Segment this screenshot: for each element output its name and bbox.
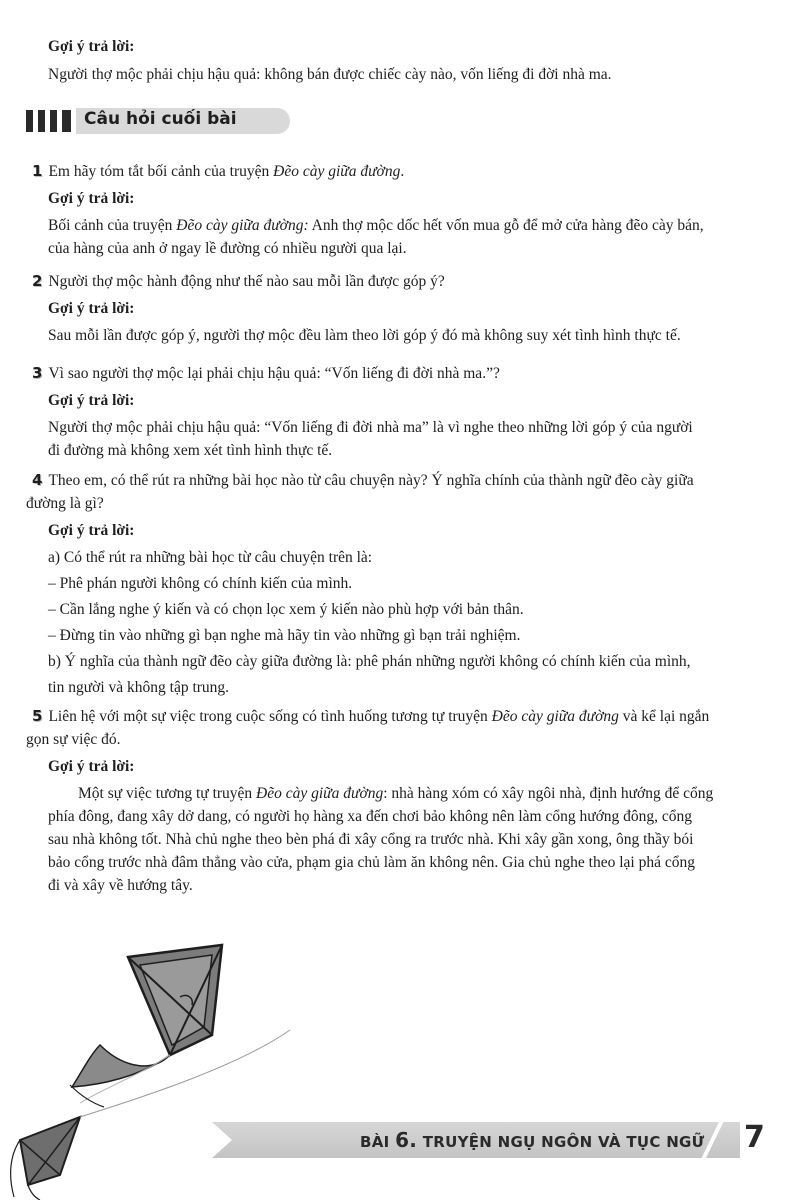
question-line xyxy=(26,492,104,515)
question-text: . xyxy=(400,163,405,180)
answer-line xyxy=(48,324,681,347)
answer-line xyxy=(48,546,372,569)
answer-line xyxy=(48,650,691,673)
question-number: 3 xyxy=(32,364,43,382)
question-text: và kể lại ngắn xyxy=(618,708,710,725)
answer-line xyxy=(48,624,520,647)
answer-text: Một sự việc tương tự truyện xyxy=(78,785,257,802)
kite-illustration xyxy=(0,935,300,1200)
question-text: Em hãy tóm tắt bối cảnh của truyện xyxy=(48,163,274,180)
answer-text: sau nhà không tốt. Nhà chủ nghe theo bèn phá đi xây cổng ra trước nhà. Khi xây gần xong, ông thầy bói xyxy=(48,831,694,848)
hint-label: Gợi ý trả lời: xyxy=(48,38,135,55)
roman-bar xyxy=(62,110,71,132)
story-title: Đẽo cày giữa đường xyxy=(256,785,384,802)
answer-text: : nhà hàng xóm có xây ngôi nhà, định hướng để cổng xyxy=(383,785,714,802)
answer-text: – Cần lắng nghe ý kiến và có chọn lọc xem ý kiến nào phù hợp với bản thân. xyxy=(48,601,524,618)
section-header xyxy=(26,106,266,136)
answer-line xyxy=(48,828,694,851)
large-kite xyxy=(70,945,222,1107)
hint-label: Gợi ý trả lời: xyxy=(48,392,135,409)
hint-label: Gợi ý trả lời: xyxy=(48,758,135,775)
answer-text: của hàng của anh ở ngay lề đường có nhiều người qua lại. xyxy=(48,240,407,257)
answer-line xyxy=(48,439,332,462)
roman-bar xyxy=(26,110,33,132)
question-text: Theo em, có thể rút ra những bài học nào từ câu chuyện này? Ý nghĩa chính của thành ngữ đẽo cày giữa xyxy=(48,472,694,489)
answer-text: Sau mỗi lần được góp ý, người thợ mộc đều làm theo lời góp ý đó mà không suy xét tình hình thực tế. xyxy=(48,327,681,344)
question-text: đường là gì? xyxy=(26,495,104,512)
story-title: Đẽo cày giữa đường xyxy=(273,163,401,180)
question-text: Vì sao người thợ mộc lại phải chịu hậu quả: “Vốn liếng đi đời nhà ma.”? xyxy=(48,365,500,382)
answer-text: b) Ý nghĩa của thành ngữ đẽo cày giữa đường là: phê phán những người không có chính kiến của mình, xyxy=(48,653,691,670)
page-number: 7 xyxy=(744,1120,765,1155)
question-line xyxy=(32,160,404,183)
question-text: gọn sự việc đó. xyxy=(26,731,121,748)
footer-chapter xyxy=(360,1128,705,1154)
hint-label: Gợi ý trả lời: xyxy=(48,522,135,539)
question-number: 2 xyxy=(32,272,43,290)
answer-line xyxy=(48,851,695,874)
answer-line xyxy=(48,805,692,828)
small-kite xyxy=(11,1117,80,1200)
answer-text: phía đông, đang xây dở dang, có người họ hàng xa đến chơi bảo không nên làm cổng hướng đông, cổng xyxy=(48,808,693,825)
answer-text: – Đừng tin vào những gì bạn nghe mà hãy tin vào những gì bạn trải nghiệm. xyxy=(48,627,521,644)
answer-text: – Phê phán người không có chính kiến của mình. xyxy=(48,575,353,592)
question-line xyxy=(32,270,445,293)
story-title: Đẽo cày giữa đường xyxy=(491,708,619,725)
answer-line xyxy=(48,598,524,621)
question-line xyxy=(32,705,709,728)
lesson-prefix: BÀI xyxy=(360,1133,390,1151)
answer-text: tin người và không tập trung. xyxy=(48,679,230,696)
answer-text: Bối cảnh của truyện xyxy=(48,217,177,234)
answer-text: a) Có thể rút ra những bài học từ câu chuyện trên là: xyxy=(48,549,373,566)
answer-text: bảo cổng trước nhà đâm thẳng vào cửa, phạm gia chủ làm ăn không nên. Gia chủ nghe theo lại phá cổng xyxy=(48,854,695,871)
answer-text: đi đường mà không xem xét tình hình thực tế. xyxy=(48,442,333,459)
section-title: Câu hỏi cuối bài xyxy=(84,109,237,129)
answer-line xyxy=(48,874,193,897)
question-text: Người thợ mộc hành động như thế nào sau mỗi lần được góp ý? xyxy=(48,273,445,290)
question-number: 1 xyxy=(32,162,43,180)
question-text: Liên hệ với một sự việc trong cuộc sống có tình huống tương tự truyện xyxy=(48,708,492,725)
question-line xyxy=(26,728,121,751)
question-number: 4 xyxy=(32,471,43,489)
lesson-title: TRUYỆN NGỤ NGÔN VÀ TỤC NGỮ xyxy=(422,1133,705,1151)
answer-line xyxy=(78,782,713,805)
hint-label: Gợi ý trả lời: xyxy=(48,190,135,207)
question-number: 5 xyxy=(32,707,43,725)
story-title: Đẽo cày giữa đường: xyxy=(176,217,309,234)
answer-line xyxy=(48,214,704,237)
answer-line xyxy=(48,572,352,595)
answer-line xyxy=(48,237,407,260)
answer-line xyxy=(48,676,229,699)
answer-text: Anh thợ mộc dốc hết vốn mua gỗ để mở cửa hàng đẽo cày bán, xyxy=(308,217,704,234)
answer-text: đi và xây về hướng tây. xyxy=(48,877,193,894)
answer-line xyxy=(48,416,693,439)
roman-bar xyxy=(50,110,57,132)
roman-bar xyxy=(38,110,45,132)
question-line xyxy=(32,362,500,385)
question-line xyxy=(32,469,694,492)
top-answer: Người thợ mộc phải chịu hậu quả: không bán được chiếc cày nào, vốn liếng đi đời nhà ma. xyxy=(48,66,612,83)
lesson-number: 6. xyxy=(395,1128,418,1152)
hint-label: Gợi ý trả lời: xyxy=(48,300,135,317)
answer-text: Người thợ mộc phải chịu hậu quả: “Vốn liếng đi đời nhà ma” là vì nghe theo những lời góp ý của người xyxy=(48,419,693,436)
